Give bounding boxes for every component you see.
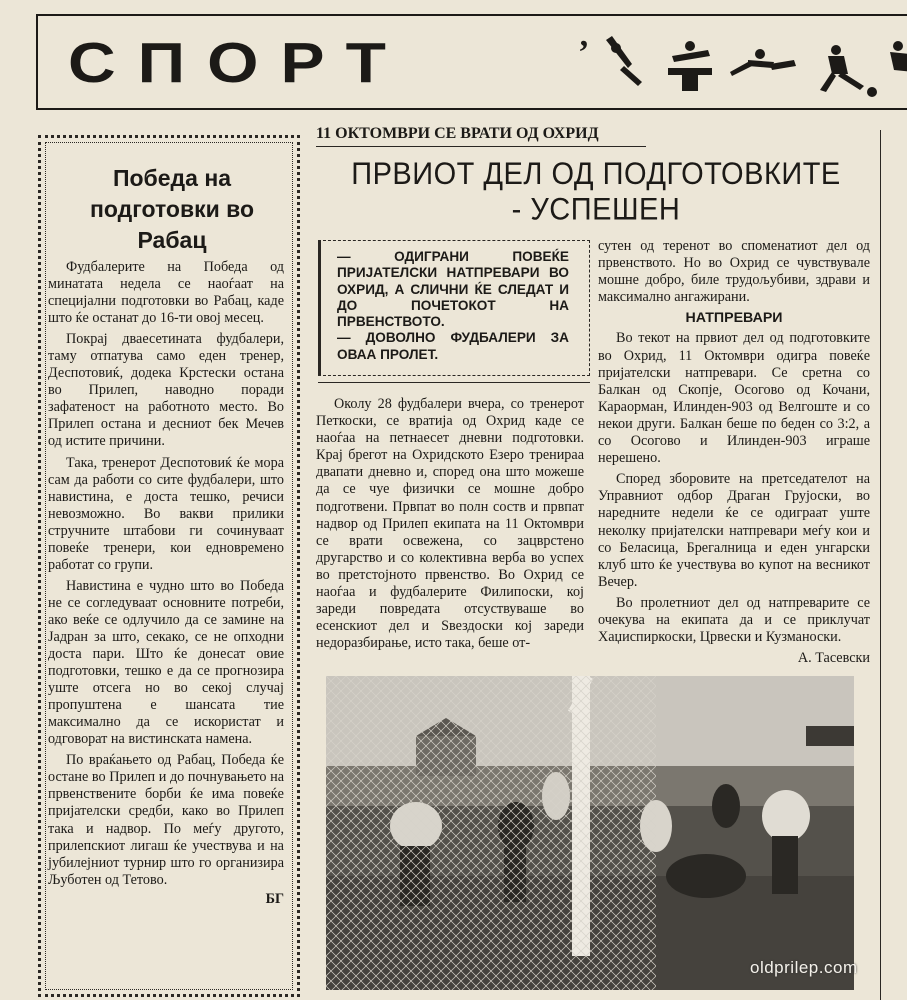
watermark-text: oldprilep.com: [750, 958, 858, 977]
article-paragraph: Според зборовите на претседателот на Управниот одбор Драган Грујоски, во наредните недели ќе се одиграат уште неколку пријателски натпревари меѓу кои и со Беласица, Брегалница и еден унгарски клуб што ќе учествува во купот на весникот Вечер.: [598, 471, 870, 590]
headline-line-1: ПРВИОТ ДЕЛ ОД ПОДГОТОВКИТЕ: [351, 157, 841, 192]
article-paragraph: Во пролетниот дел од натпреварите се очекува на екипата да и се приклучат Хаџиспиркоски, Црвески и Кузманоски.: [598, 594, 870, 646]
sidebar-article-body: [48, 259, 284, 912]
masthead-ornament: ’: [578, 34, 590, 71]
article-author: А. Тасевски: [797, 650, 870, 667]
article-paragraph: Во текот на првиот дел од подготовките во Охрид, 11 Октомври одигра повеќе пријателски натпревари. Се сретна со Балкан од Скопје, Осогово од Кочани, Караорман, Илинден-903 од Велгоште и со некои други. Балкан беше по беден со 3:2, а со Осогово и Илинден-903 играше нерешено.: [598, 330, 870, 467]
athletes-silhouettes-icon: [598, 26, 907, 104]
sidebar-paragraph: Фудбалерите на Победа од минатата недела се наоѓаат на специјални подготовки во Рабац, каде што ќе останат до 16-ти овој месец.: [48, 259, 284, 327]
section-title: СПОРТ: [68, 30, 408, 94]
main-article-headline: [316, 157, 876, 228]
sidebar-paragraph: По враќањето од Рабац, Победа ќе остане во Прилеп и до почнувањето на првенствените борби ќе има повеќе пријателски средби, како во Прилеп така и надвор. По меѓу другото, прилепскиот лигаш ќе учествува и на јубилејниот турнир што го организира Љуботен од Тетово.: [48, 752, 284, 888]
summary-point: — ОДИГРАНИ ПОВЕЌЕ ПРИЈАТЕЛСКИ НАТПРЕВАРИ ВО ОХРИД, А СЛИЧНИ ЌЕ СЛЕДАТ И ДО ПОЧЕТОКОТ НА ПРВЕНСТВОТО.: [337, 249, 569, 330]
summary-text: [337, 249, 569, 363]
sidebar-paragraph: Навистина е чудно што во Победа не се согледуваат основните потреби, ако веќе се одлучило да се замине на Јадран за што, секако, се не опходни доста пари. Што ќе донесат овие подготовки, тешко е да се прогнозира уште отсега но во секој случај пропуштена е шансата тие максимално да се искористат и одговорат на вистинската намена.: [48, 577, 284, 748]
headline-line-2: - УСПЕШЕН: [511, 192, 681, 228]
sidebar-article-title: Победа на подготовки во Рабац: [89, 165, 255, 253]
article-paragraph: Околу 28 фудбалери вчера, со тренерот Петкоски, се вратија од Охрид каде се наоѓаа на петнаесет дневни подготовки. Крај брегот на Охридското Езеро тренираа двапати дневно и, според она што можеше да се чуе физички се мошне добро подготвени. Првпат во полн соств и првпат надвор од Прилеп екипата на 11 Октомври се врати освежена, со зацврстено другарство и со колективна верба во успех во претстојното првенство. Во Охрид се наоѓаа и фудбалерите Филипоски, кој зареди повредата отсуствуваше во есенскиот дел и Ѕвездоски кој зареди недоразбирање, исто така, беше от-: [316, 396, 584, 652]
main-article-column-1: [316, 396, 584, 652]
summary-box: [318, 240, 590, 376]
column-divider: [880, 130, 881, 1000]
article-subheading: НАТПРЕВАРИ: [685, 310, 783, 327]
section-masthead: [36, 14, 907, 110]
football-match-photo: [326, 676, 854, 990]
main-article-column-2: [598, 238, 870, 671]
sidebar-paragraph: Покрај дваесетината фудбалери, таму отпатува само еден тренер, Деспотовиќ, додека Крстески остана во Прилеп, наводно поради зафатеност на работното место. Во Прилеп остана и десниот бек Мечев од истите причини.: [48, 331, 284, 450]
article-paragraph: сутен од теренот во споменатиот дел од првенството. Но во Охрид се чувствувале мошне добро, биле трудољубиви, здрави и максимално ангажирани.: [598, 238, 870, 306]
summary-divider: [318, 382, 590, 383]
summary-point: — ДОВОЛНО ФУДБАЛЕРИ ЗА ОВАА ПРОЛЕТ.: [337, 330, 569, 362]
sidebar-signature: БГ: [265, 890, 284, 907]
photo-illustration: [326, 676, 854, 990]
main-article-kicker: 11 ОКТОМВРИ СЕ ВРАТИ ОД ОХРИД: [316, 124, 646, 147]
sidebar-paragraph: Така, тренерот Деспотовиќ ќе мора сам да работи со сите фудбалери, што навистина, е доста тешко, речиси невозможно. Во вакви прилики стручните штабови ги сочинуваат повеќе тренери, кои едновремено работат со групи.: [48, 454, 284, 573]
